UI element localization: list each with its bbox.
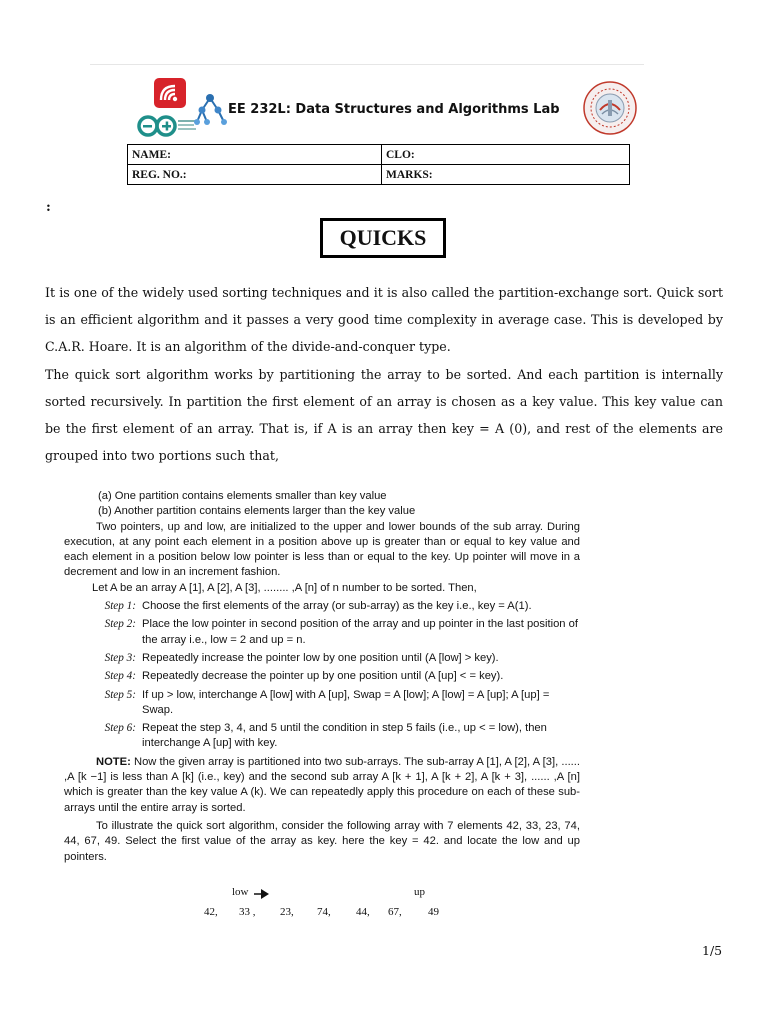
stray-colon: : — [46, 200, 51, 215]
step-row — [64, 721, 580, 752]
name-label: NAME: — [128, 145, 382, 165]
page-title-text: QUICKS — [339, 225, 427, 250]
marks-label: MARKS: — [382, 165, 630, 185]
illustrate-paragraph: To illustrate the quick sort algorithm, consider the following array with 7 elements 42, 33, 23, 74, 44, 67, 49. Select the first value of the array as key. here the key = 42. and locate the low and up pointers. — [64, 819, 580, 863]
note-text: Now the given array is partitioned into two sub-arrays. The sub-array A [1], A [2], A [3], ...... ,A [k −1] is less than A [k] (i.e., key) and the second sub array A [k + 1], A [k + 2], A [k + 3], ...... ,A [n] which is greater than the key value A (k). We can repeatedly apply this procedure on each of these sub-arrays until the entire array is sorted. — [64, 755, 580, 814]
lab-header-banner — [120, 72, 630, 144]
step-text: If up > low, interchange A [low] with A [up], Swap = A [low]; A [low] = A [up]; A [up] = Swap. — [142, 688, 550, 716]
array-value: 23, — [280, 906, 294, 918]
reg-no-label: REG. NO.: — [128, 165, 382, 185]
step-text: Choose the first elements of the array (or sub-array) as the key i.e., key = A(1). — [142, 600, 532, 613]
step-text: Place the low pointer in second position of the array and up pointer in the last position of the array i.e., low = 2 and up = n. — [142, 618, 578, 646]
array-value: 49 — [428, 906, 439, 918]
array-value: 67, — [388, 906, 402, 918]
step-row — [64, 651, 580, 666]
right-arrow-icon — [254, 889, 270, 899]
partition-a-line: (a) One partition contains elements smaller than key value — [98, 490, 387, 502]
banner-divider — [90, 64, 644, 65]
course-title: EE 232L: Data Structures and Algorithms Lab — [228, 102, 560, 117]
note-label: NOTE: — [96, 755, 131, 768]
algorithm-excerpt — [64, 489, 580, 865]
page-title — [320, 218, 446, 258]
algorithm-tree-logo-icon — [192, 90, 232, 130]
array-value: 44, — [356, 906, 370, 918]
university-seal-icon — [582, 80, 638, 136]
partition-b-line: (b) Another partition contains elements larger than the key value — [98, 505, 416, 518]
array-value: 33 , — [239, 906, 256, 918]
intro-text — [45, 279, 723, 469]
step-row — [64, 599, 580, 614]
step-label: Step 5: — [104, 688, 136, 701]
step-row — [64, 688, 580, 719]
array-illustration — [200, 886, 450, 922]
intro-paragraph: The quick sort algorithm works by partitioning the array to be sorted. And each partition is internally sorted recursively. In partition the first element of an array is chosen as a key value. This key value can be the first element of an array. That is, if A is an array then key = A (0), and rest of the elements are grouped into two portions such that, — [45, 366, 723, 464]
step-row — [64, 617, 580, 648]
step-label: Step 2: — [104, 618, 136, 631]
array-value: 42, — [204, 906, 218, 918]
pointers-paragraph: Two pointers, up and low, are initialized to the upper and lower bounds of the sub array. During execution, at any point each element in a position above up is greater than or equal to key value and each element in a position below low pointer is less than or equal to the key. Up pointer will move in a decrement and low in an increment fashion. — [64, 520, 580, 579]
espressif-logo-icon — [154, 78, 186, 108]
step-row — [64, 669, 580, 684]
page-number: 1/5 — [702, 943, 723, 958]
clo-label: CLO: — [382, 145, 630, 165]
step-label: Step 6: — [104, 722, 136, 735]
array-value: 74, — [317, 906, 331, 918]
note-paragraph — [64, 755, 580, 816]
step-text: Repeat the step 3, 4, and 5 until the condition in step 5 fails (i.e., up < = low), then interchange A [up] with key. — [142, 722, 547, 750]
intro-paragraph: It is one of the widely used sorting techniques and it is also called the partition-exchange sort. Quick sort is an efficient algorithm and it passes a very good time complexity in average case. This is developed by C.A.R. Hoare. It is an algorithm of the divide-and-conquer type. — [45, 285, 723, 355]
low-pointer-label: low — [232, 886, 249, 898]
up-pointer-label: up — [414, 886, 425, 898]
student-info-table — [127, 144, 630, 185]
let-line: Let A be an array A [1], A [2], A [3], ........ ,A [n] of n number to be sorted. Then, — [92, 581, 477, 594]
step-label: Step 4: — [104, 670, 136, 683]
step-text: Repeatedly decrease the pointer up by one position until (A [up] < = key). — [142, 670, 504, 683]
step-label: Step 3: — [104, 651, 136, 664]
step-label: Step 1: — [104, 600, 136, 613]
step-text: Repeatedly increase the pointer low by one position until (A [low] > key). — [142, 651, 499, 664]
